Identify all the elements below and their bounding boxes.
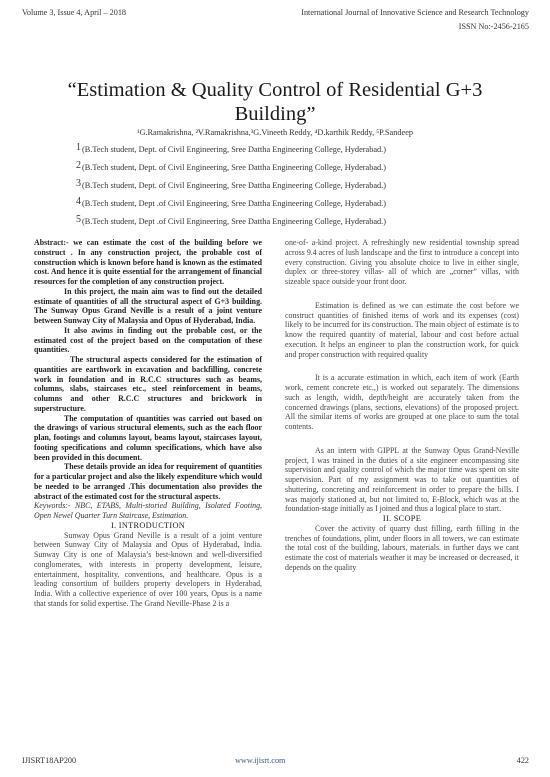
keywords: Keywords:- NBC, ETABS, Multi-storied Building, Isolated Footing, Open Newel Quarter Turn Staircase, Estimation. [34,501,262,520]
author-list: ¹G.Ramakrishna, ²V.Ramakrishna,³G.Vineeth Reddy, ⁴D.karthik Reddy, ⁵P.Sandeep [136,128,414,137]
affiliation-1: $^1$(B.Tech student, Dept. of Civil Engineering, Sree Dattha Engineering College, Hyderabad.) [76,142,387,154]
left-column [34,238,262,609]
abstract-paragraph: The computation of quantities was carried out based on the drawings of various structural elements, such as the each floor plan, footings and columns layout, beams layout, staircases layout, footing specifications and column specifications, which have also been provided in this document. [34,413,262,462]
body-paragraph: one-of- a-kind project. A refreshingly new residential township spread across 9.4 acres of lush landscape and the first to introduce a concept into every construction. Giving you absolute choice to live in either single, duplex or three-storey villas- all of which are „corner” villas, with sizeable space outside your front door. [285,238,519,286]
body-paragraph: Cover the activity of quarry dust filling, earth filling in the trenches of foundations, plint, under floors in all towers, we can estimate the total cost of the building, labours, materials. in further days we cant estimate the cost of materials weather it may be increased or decreased, it depends on the quality [285,523,519,572]
affiliation-3: $^3$(B.Tech student, Dept. of Civil Engineering, Sree Dattha Engineering College, Hyderabad.) [76,178,387,190]
journal-volume-header: Volume 3, Issue 4, April – 2018 [22,8,127,17]
introduction-text: Sunway Opus Grand Neville is a result of a joint venture between Sunway City of Malaysia and Opus of Hyderabad, India. Sunway City is one of Malaysia’s best-known and well-diversified conglomerates, with interests in property development, leisure, entertainment, hospitality, conventions, and healthcare. Opus is a leading consortium of builders property developers in Hyderabad, India. With a collective experience of over 100 years, Opus is a name that stands for solid expertise. The Grand Neville-Phase 2 is a [34,530,262,608]
abstract-paragraph: It also awims in finding out the probable cost, or the estimated cost of the project based on the computation of these quantities. [34,325,262,355]
paper-title-line-2: Building” [234,103,316,125]
body-paragraph: As an intern with GIPPL at the Sunway Opus Grand-Neville project, I was trained in the duties of a site engineer encompassing site supervision and quality control of which the major time was spent on site supervision. Part of my assignment was to take out quantities of shuttering, concreting and reinforcement in order to prepare the bills. I was majorly stationed at, but not limited to, E-Block, which was at the foundation-stage initially as I joined and thus a logical place to start. [285,445,519,514]
paper-id-footer: IJISRT18AP200 [22,756,77,765]
affiliation-4: $^4$(B.Tech student, Dept .of Civil Engineering, Sree Dattha Engineering College, Hyderabad.) [76,196,387,208]
affiliation-5: $^5$(B.Tech student, Dept .of Civil Engineering, Sree Dattha Engineering College, Hyderabad.) [76,214,387,226]
paper-title-line-1: “Estimation & Quality Control of Residential G+3 [67,79,483,101]
issn-number: ISSN No:-2456-2165 [458,22,529,31]
page-number: 422 [516,756,529,765]
section-heading-introduction: I. INTRODUCTION [110,520,186,530]
section-heading-scope: II. SCOPE [382,514,422,523]
abstract-paragraph: In this project, the main aim was to find out the detailed estimate of quantities of all the structural aspect of G+3 building. The Sunway Opus Grand Neville is a result of a joint venture between Sunway City of Malaysia and Opus of Hyderabad, India. [34,286,262,325]
abstract-paragraph: Abstract:- we can estimate the cost of the building before we construct . In any construction project, the probable cost of construction which is known before hand is known as the estimated cost. And hence it is quite essential for the arrangement of financial resources for the completion of any construction project. [34,238,262,286]
abstract-paragraph: These details provide an idea for requirement of quantities for a particular project and also the likely expenditure which would be needed to be arranged .This documentation also provides the abstract of the estimated cost for the structural aspects. [34,462,262,501]
body-paragraph: It is a accurate estimation in which, each item of work (Earth work, cement concrete etc.,) is worked out separately. The dimensions such as length, width, depth/height are accurately taken from the concerned drawings (plans, sections, elevations) of the proposed project. All the similar items of works are grouped at one place to sum the total contents. [285,373,519,431]
abstract-paragraph: The structural aspects considered for the estimation of quantities are earthwork in excavation and backfilling, concrete work in foundation and in R.C.C structures such as beams, columns, slabs, staircases etc., steel reinforcement in beams, columns and other R.C.C structures and brickwork in superstructure. [34,355,262,413]
affiliation-2: $^2$(B.Tech student, Dept. of Civil Engineering, Sree Dattha Engineering College, Hyderabad.) [76,160,387,172]
body-paragraph: Estimation is defined as we can estimate the cost before we construct quantities of finished items of work and its expenses (cost) likely to be incurred for its construction. The main object of estimate is to know the required quantity of material, labour and cost before actual execution. It helps an engineer to plan the construction work, for quick and proper construction with required quality [285,300,519,359]
website-link[interactable]: www.ijisrt.com [235,756,286,765]
right-column [285,238,519,573]
journal-name-header: International Journal of Innovative Science and Research Technology [301,8,529,17]
